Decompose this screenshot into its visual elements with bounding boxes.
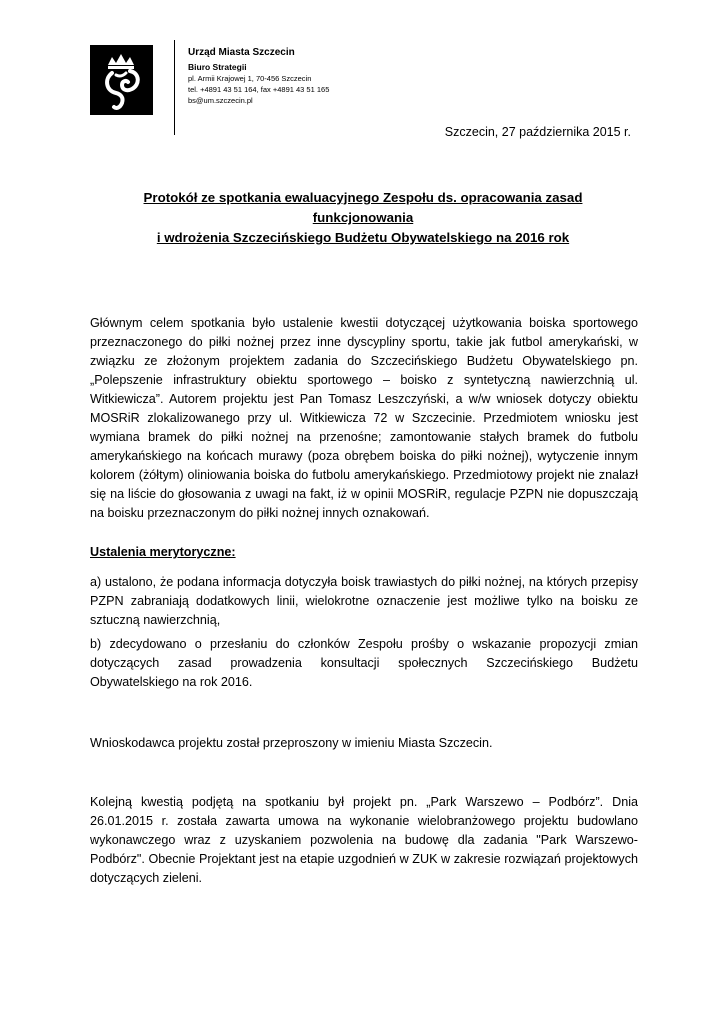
document-title [95,188,631,248]
address: pl. Armii Krajowej 1, 70-456 Szczecin [188,74,312,84]
findings-subheading: Ustalenia merytoryczne: [90,545,236,559]
phone-fax: tel. +4891 43 51 164, fax +4891 43 51 165 [188,84,330,94]
finding-item-a: a) ustalono, że podana informacja dotyczyła boisk trawiastych do piłki nożnej, na których przepisy PZPN zabraniają dodatkowych linii, wielokrotne oznaczenie jest możliwe tylko na boisku ze sztuczną nawierzchnią, [90,575,638,627]
email: bs@um.szczecin.pl [188,95,253,105]
park-paragraph: Kolejną kwestią podjętą na spotkaniu był projekt pn. „Park Warszewo – Podbórz”. Dnia 26.01.2015 r. została zawarta umowa na wykonanie wielobranżowego projektu budowlano wykonawczego wraz z uzyskaniem pozwolenia na budowę dla zadania "Park Warszewo- Podbórz". Obecnie Projektant jest na etapie uzgodnień w ZUK w zakresie rozwiązań projektowych dotyczących zieleni. [90,795,638,885]
title-line-2: funkcjonowania [312,210,414,225]
letterhead [188,46,329,105]
title-line-1: Protokół ze spotkania ewaluacyjnego Zespołu ds. opracowania zasad [143,190,583,205]
apology-paragraph: Wnioskodawca projektu został przeproszony w imieniu Miasta Szczecin. [90,736,493,750]
title-line-3: i wdrożenia Szczecińskiego Budżetu Obywatelskiego na 2016 rok [156,230,570,245]
org-name: Urząd Miasta Szczecin [188,47,295,58]
department-name: Biuro Strategii [188,62,247,72]
header-divider [174,40,175,135]
document-date: Szczecin, 27 października 2015 r. [444,125,631,139]
intro-paragraph: Głównym celem spotkania było ustalenie kwestii dotyczącej użytkowania boiska sportowego przeznaczonego do piłki nożnej przez inne dyscypliny sportu, takie jak futbol amerykański, w związku ze złożonym projektem zadania do Szczecińskiego Budżetu Obywatelskiego pn. „Polepszenie infrastruktury obiektu sportowego – boisko z syntetyczną nawierzchnią ul. Witkiewicza”. Autorem projektu jest Pan Tomasz Leszczyński, a w/w wniosek dotyczy obiektu MOSRiR zlokalizowanego przy ul. Witkiewicza 72 w Szczecinie. Przedmiotem wniosku jest wymiana bramek do piłki nożnej na przenośne; zamontowanie stałych bramek do futbolu amerykańskiego na końcach murawy (poza obrębem boiska do piłki nożnej), wytyczenie innym kolorem (żółtym) oliniowania boiska do futbolu amerykańskiego. Przedmiotowy projekt nie znalazł się na liście do głosowania z uwagi na fakt, iż w opinii MOSRiR, regulacje PZPN nie dopuszczają na boisku przeznaczonym do piłki nożnej innych oznakowań. [90,316,638,520]
city-logo [90,45,153,115]
szczecin-griffin-crown-logo-icon [90,45,153,115]
finding-item-b: b) zdecydowano o przesłaniu do członków Zespołu prośby o wskazanie propozycji zmian dotyczących zasad prowadzenia konsultacji społecznych Szczecińskiego Budżetu Obywatelskiego na rok 2016. [90,637,638,689]
